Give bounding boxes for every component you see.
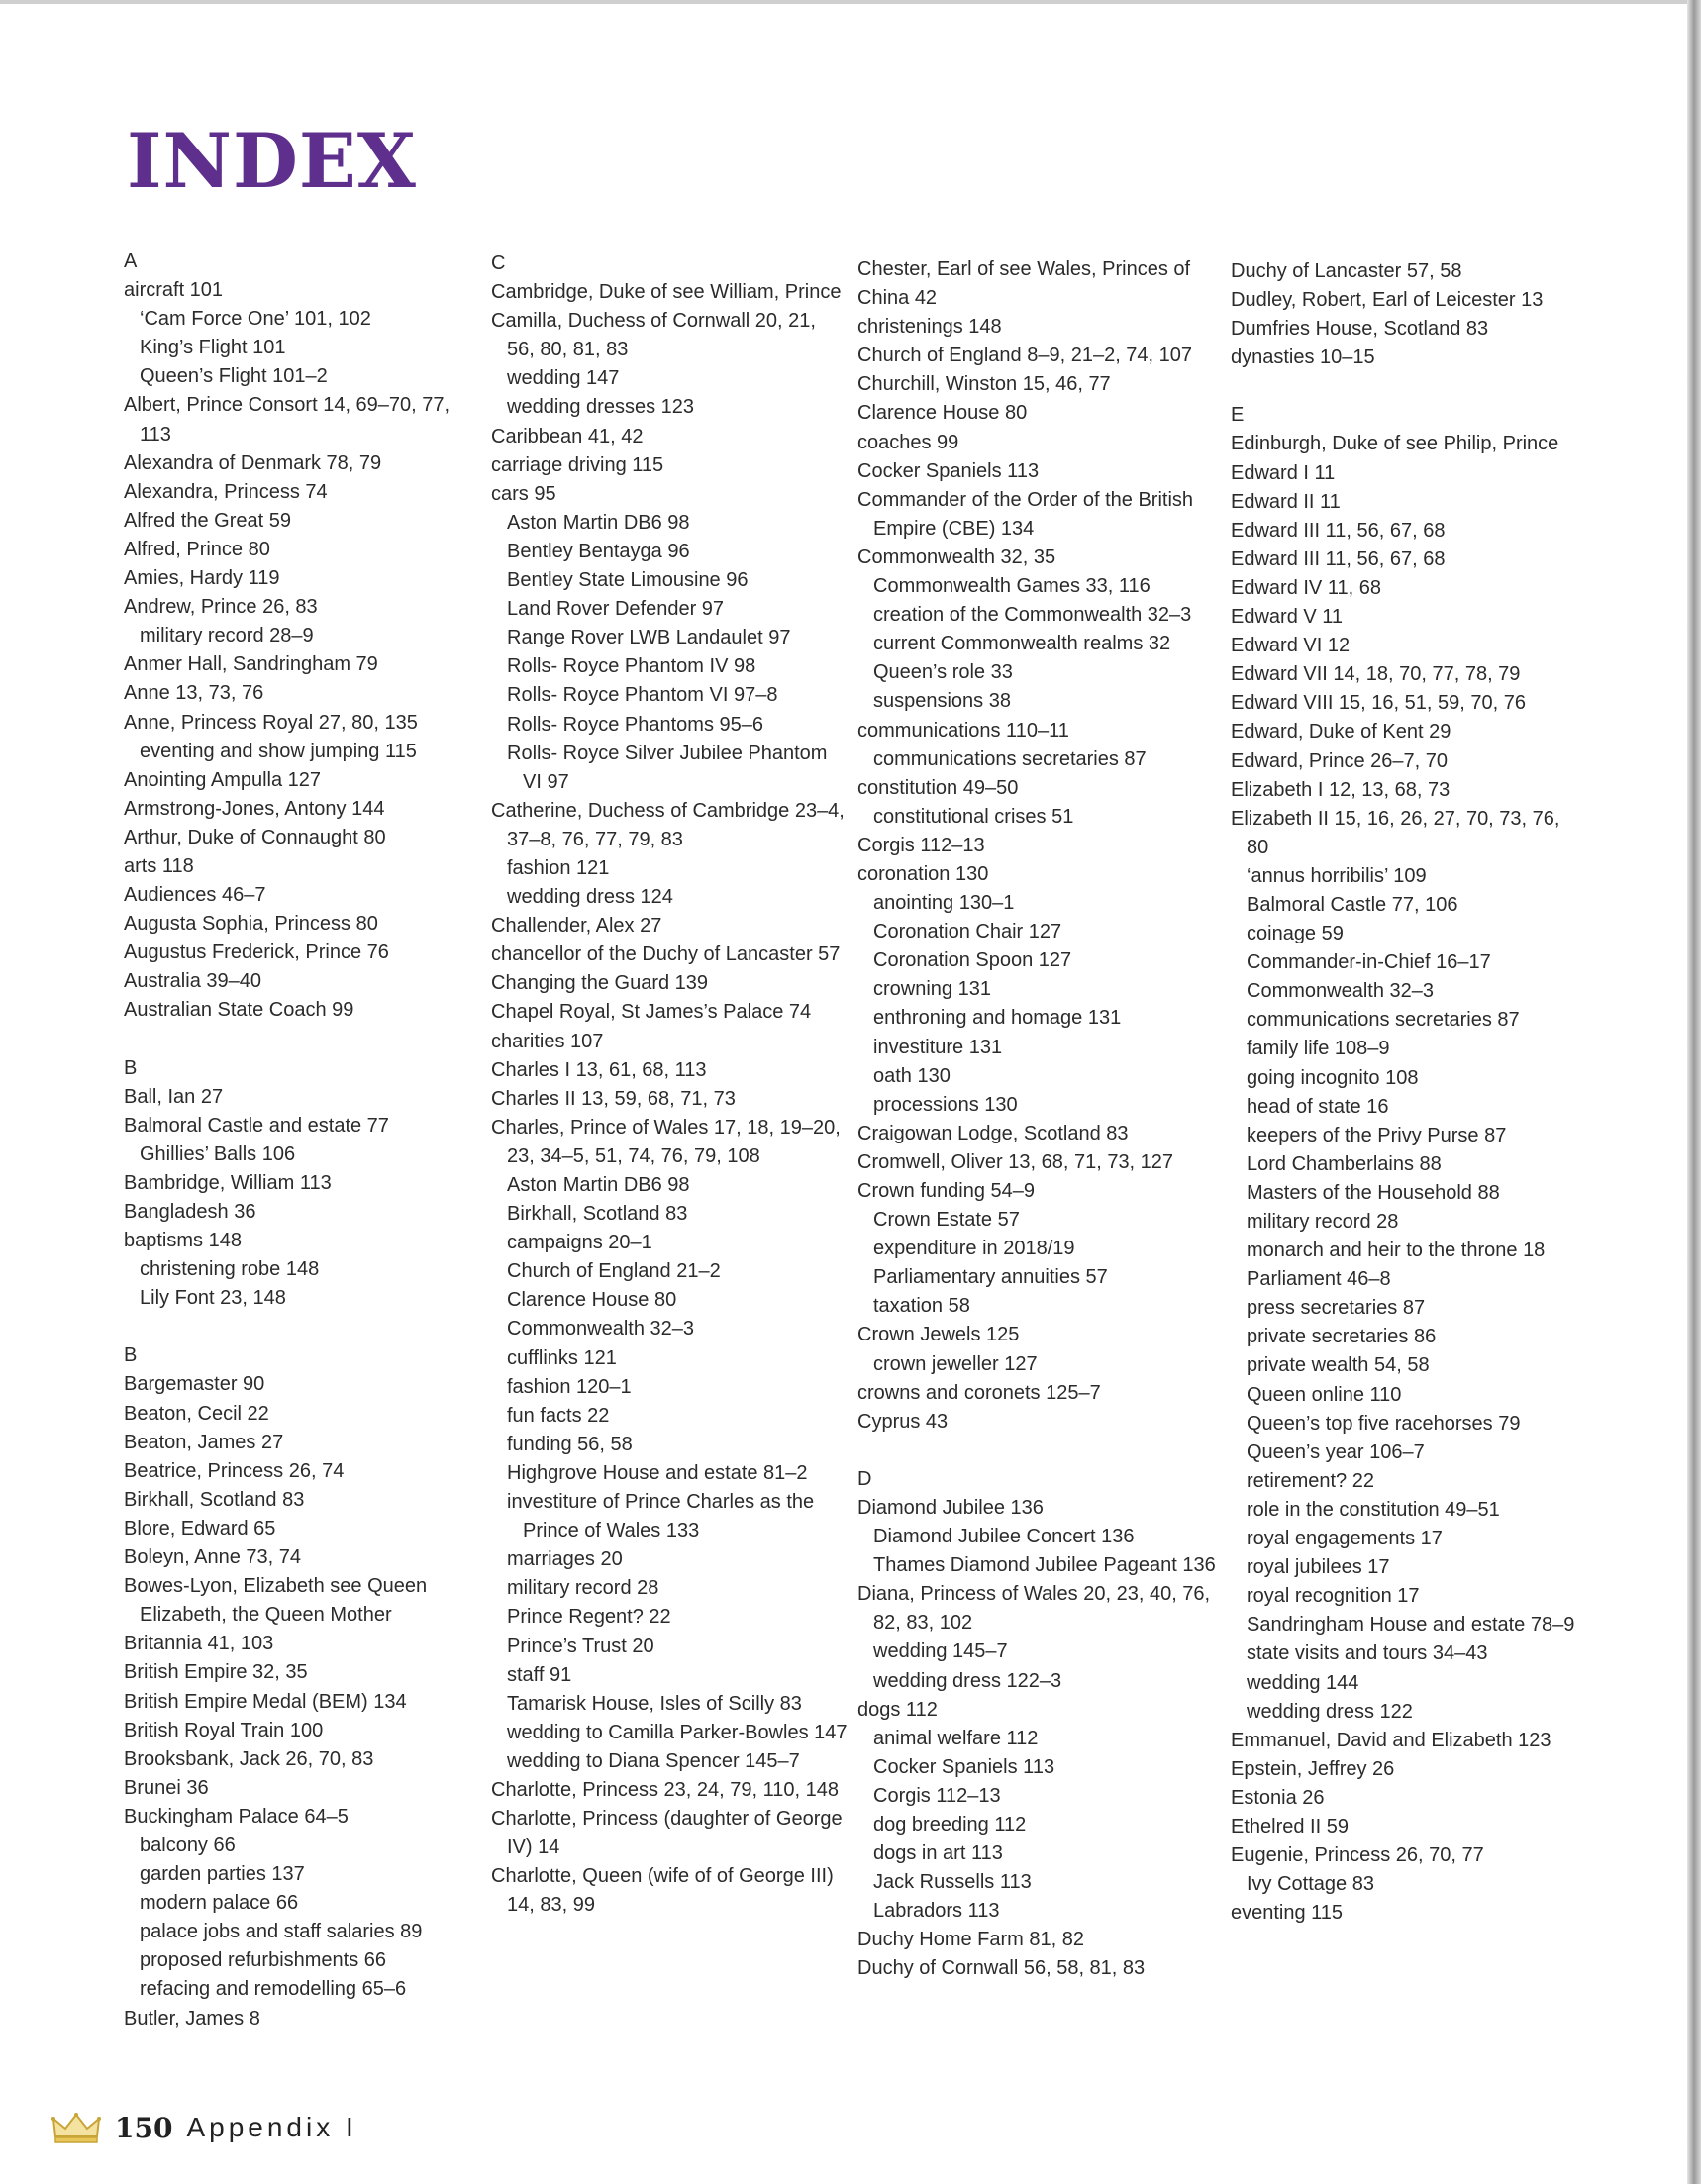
index-entry: Beaton, James 27: [124, 1431, 284, 1453]
index-entry: coronation 130: [857, 862, 989, 885]
index-letter-heading: E: [1231, 404, 1245, 427]
index-subentry: Jack Russells 113: [873, 1871, 1032, 1894]
index-entry: Bargemaster 90: [124, 1373, 265, 1396]
index-entry: aircraft 101: [124, 279, 224, 302]
section-gap: [857, 1437, 1226, 1465]
index-entry: Britannia 41, 103: [124, 1633, 274, 1655]
index-entry: Anne, Princess Royal 27, 80, 135: [124, 711, 418, 734]
index-subentry: Queen’s Flight 101–2: [140, 365, 328, 388]
index-entry: Birkhall, Scotland 83: [124, 1488, 305, 1511]
index-entry: Edward VII 14, 18, 70, 77, 78, 79: [1231, 663, 1521, 686]
index-entry: Alfred the Great 59: [124, 509, 291, 532]
index-entry: Corgis 112–13: [857, 834, 985, 856]
index-entry: Catherine, Duchess of Cambridge 23–4, 37–8, 76, 77, 79, 83: [491, 799, 845, 850]
index-entry: Anmer Hall, Sandringham 79: [124, 653, 378, 676]
index-entry: Alfred, Prince 80: [124, 538, 270, 560]
index-subentry: Parliament 46–8: [1247, 1268, 1391, 1291]
index-subentry: Land Rover Defender 97: [507, 598, 725, 621]
section-name: Appendix I: [186, 2112, 357, 2142]
index-entry: China 42: [857, 287, 938, 310]
index-subentry: retirement? 22: [1247, 1469, 1374, 1492]
index-subentry: communications secretaries 87: [873, 747, 1147, 770]
index-subentry: royal engagements 17: [1247, 1528, 1443, 1550]
index-subentry: Clarence House 80: [507, 1289, 677, 1312]
index-letter-heading: D: [857, 1467, 872, 1490]
index-entry: Alexandra of Denmark 78, 79: [124, 451, 382, 474]
index-entry: chancellor of the Duchy of Lancaster 57: [491, 943, 841, 966]
index-entry: Dudley, Robert, Earl of Leicester 13: [1231, 289, 1544, 312]
index-entry: Edward III 11, 56, 67, 68: [1231, 519, 1446, 542]
index-subentry: enthroning and homage 131: [873, 1007, 1122, 1030]
index-entry: Elizabeth I 12, 13, 68, 73: [1231, 778, 1451, 801]
index-subentry: fashion 120–1: [507, 1375, 632, 1398]
index-subentry: Thames Diamond Jubilee Pageant 136: [873, 1554, 1216, 1577]
index-subentry: wedding to Camilla Parker-Bowles 147: [507, 1721, 848, 1743]
index-subentry: role in the constitution 49–51: [1247, 1498, 1500, 1521]
index-entry: Butler, James 8: [124, 2007, 260, 2030]
index-entry: Charles, Prince of Wales 17, 18, 19–20, 23, 34–5, 51, 74, 76, 79, 108: [491, 1116, 841, 1167]
index-subentry: military record 28–9: [140, 625, 314, 647]
index-letter-heading: B: [124, 1344, 138, 1367]
index-subentry: christening robe 148: [140, 1258, 320, 1281]
index-subentry: Lily Font 23, 148: [140, 1287, 286, 1310]
index-subentry: ‘Cam Force One’ 101, 102: [140, 308, 371, 331]
index-entry: Camilla, Duchess of Cornwall 20, 21, 56, 80, 81, 83: [491, 310, 816, 361]
index-entry: Edward I 11: [1231, 461, 1336, 484]
index-subentry: royal jubilees 17: [1247, 1556, 1390, 1579]
index-subentry: palace jobs and staff salaries 89: [140, 1921, 423, 1943]
index-subentry: Aston Martin DB6 98: [507, 1174, 690, 1196]
index-subentry: balcony 66: [140, 1834, 236, 1856]
index-entry: Estonia 26: [1231, 1786, 1325, 1809]
index-entry: Dumfries House, Scotland 83: [1231, 318, 1489, 341]
page-binding-edge: [1687, 0, 1701, 2184]
index-subentry: Range Rover LWB Landaulet 97: [507, 627, 791, 649]
index-entry: Duchy Home Farm 81, 82: [857, 1929, 1084, 1951]
page-footer: [51, 2111, 357, 2144]
index-subentry: going incognito 108: [1247, 1066, 1419, 1089]
index-subentry: Queen online 110: [1247, 1383, 1402, 1406]
index-entry: Ethelred II 59: [1231, 1815, 1349, 1837]
index-subentry: Rolls- Royce Phantoms 95–6: [507, 713, 764, 736]
index-entry: Alexandra, Princess 74: [124, 480, 328, 503]
index-entry: Church of England 8–9, 21–2, 74, 107: [857, 345, 1193, 367]
index-subentry: Lord Chamberlains 88: [1247, 1152, 1442, 1175]
index-subentry: military record 28: [507, 1577, 659, 1600]
index-entry: Epstein, Jeffrey 26: [1231, 1757, 1395, 1780]
index-subentry: coinage 59: [1247, 923, 1344, 945]
index-subentry: investiture of Prince Charles as the Prince of Wales 133: [507, 1491, 815, 1542]
index-subentry: modern palace 66: [140, 1892, 299, 1915]
index-entry: Craigowan Lodge, Scotland 83: [857, 1122, 1129, 1144]
index-subentry: wedding 144: [1247, 1671, 1359, 1694]
index-subentry: Cocker Spaniels 113: [873, 1755, 1055, 1778]
index-column-2: [491, 249, 848, 1920]
index-subentry: Coronation Chair 127: [873, 921, 1062, 943]
index-subentry: Crown Estate 57: [873, 1209, 1020, 1232]
index-entry: Duchy of Lancaster 57, 58: [1231, 260, 1462, 282]
index-subentry: current Commonwealth realms 32: [873, 633, 1171, 655]
index-subentry: Diamond Jubilee Concert 136: [873, 1526, 1135, 1548]
index-subentry: wedding to Diana Spencer 145–7: [507, 1749, 800, 1772]
index-entry: British Empire Medal (BEM) 134: [124, 1690, 407, 1713]
index-entry: Albert, Prince Consort 14, 69–70, 77, 113: [124, 394, 450, 446]
index-subentry: wedding 147: [507, 367, 620, 390]
index-entry: arts 118: [124, 854, 194, 877]
index-entry: dynasties 10–15: [1231, 347, 1375, 369]
index-subentry: private wealth 54, 58: [1247, 1354, 1430, 1377]
index-subentry: proposed refurbishments 66: [140, 1949, 387, 1972]
index-subentry: Aston Martin DB6 98: [507, 511, 690, 534]
index-subentry: Coronation Spoon 127: [873, 949, 1072, 972]
index-entry: baptisms 148: [124, 1230, 242, 1252]
index-subentry: Highgrove House and estate 81–2: [507, 1461, 808, 1484]
page-top-edge: [0, 0, 1701, 4]
index-letter-heading: B: [124, 1056, 138, 1079]
index-entry: Cambridge, Duke of see William, Prince: [491, 281, 842, 304]
index-entry: Elizabeth II 15, 16, 26, 27, 70, 73, 76, 80: [1231, 807, 1560, 858]
index-entry: Edinburgh, Duke of see Philip, Prince: [1231, 433, 1559, 455]
index-entry: Charles I 13, 61, 68, 113: [491, 1058, 707, 1081]
index-entry: Beatrice, Princess 26, 74: [124, 1459, 345, 1482]
index-subentry: Sandringham House and estate 78–9: [1247, 1614, 1575, 1637]
index-entry: Bambridge, William 113: [124, 1171, 332, 1194]
index-subentry: wedding dress 122–3: [873, 1669, 1062, 1692]
index-entry: Diana, Princess of Wales 20, 23, 40, 76, 82, 83, 102: [857, 1583, 1211, 1635]
index-subentry: royal recognition 17: [1247, 1585, 1420, 1608]
index-entry: Edward, Prince 26–7, 70: [1231, 749, 1449, 772]
page-number: 150: [115, 2111, 173, 2144]
index-subentry: state visits and tours 34–43: [1247, 1642, 1488, 1665]
index-entry: Augusta Sophia, Princess 80: [124, 913, 378, 936]
index-subentry: Parliamentary annuities 57: [873, 1266, 1108, 1289]
index-subentry: military record 28: [1247, 1211, 1399, 1233]
index-entry: British Royal Train 100: [124, 1719, 324, 1741]
index-subentry: head of state 16: [1247, 1095, 1389, 1118]
index-entry: Duchy of Cornwall 56, 58, 81, 83: [857, 1957, 1146, 1980]
index-subentry: Queen’s role 33: [873, 661, 1013, 684]
index-subentry: Tamarisk House, Isles of Scilly 83: [507, 1692, 802, 1715]
index-subentry: animal welfare 112: [873, 1727, 1039, 1749]
index-entry: Armstrong-Jones, Antony 144: [124, 797, 385, 820]
index-entry: Andrew, Prince 26, 83: [124, 596, 318, 619]
index-subentry: Birkhall, Scotland 83: [507, 1203, 688, 1226]
index-entry: Edward VIII 15, 16, 51, 59, 70, 76: [1231, 692, 1526, 715]
index-entry: Buckingham Palace 64–5: [124, 1805, 349, 1828]
index-entry: Edward II 11: [1231, 490, 1341, 513]
index-subentry: anointing 130–1: [873, 892, 1015, 915]
section-gap: [124, 1313, 480, 1341]
index-subentry: campaigns 20–1: [507, 1232, 652, 1254]
index-subentry: processions 130: [873, 1093, 1018, 1116]
index-subentry: wedding dress 122: [1247, 1700, 1413, 1723]
index-subentry: crowning 131: [873, 978, 991, 1001]
index-entry: Anne 13, 73, 76: [124, 682, 264, 705]
index-entry: Charlotte, Princess 23, 24, 79, 110, 148: [491, 1778, 839, 1801]
index-entry: Blore, Edward 65: [124, 1517, 276, 1539]
index-entry: constitution 49–50: [857, 776, 1019, 799]
index-subentry: crown jeweller 127: [873, 1352, 1038, 1375]
index-entry: Edward VI 12: [1231, 635, 1351, 657]
index-subentry: oath 130: [873, 1064, 951, 1087]
index-subentry: Masters of the Household 88: [1247, 1181, 1500, 1204]
index-entry: crowns and coronets 125–7: [857, 1381, 1101, 1404]
index-subentry: funding 56, 58: [507, 1433, 633, 1455]
index-subentry: keepers of the Privy Purse 87: [1247, 1124, 1507, 1146]
index-subentry: Bentley Bentayga 96: [507, 540, 690, 562]
index-subentry: staff 91: [507, 1663, 572, 1686]
index-subentry: Corgis 112–13: [873, 1784, 1001, 1807]
index-entry: Changing the Guard 139: [491, 972, 709, 995]
index-entry: Australian State Coach 99: [124, 999, 354, 1022]
index-subentry: fashion 121: [507, 856, 610, 879]
index-entry: Edward III 11, 56, 67, 68: [1231, 547, 1446, 570]
index-subentry: private secretaries 86: [1247, 1326, 1437, 1348]
index-entry: communications 110–11: [857, 719, 1069, 742]
index-subentry: Prince’s Trust 20: [507, 1635, 654, 1657]
index-entry: Commonwealth 32, 35: [857, 546, 1056, 568]
index-subentry: Rolls- Royce Silver Jubilee Phantom VI 97: [507, 742, 828, 793]
index-entry: Edward V 11: [1231, 606, 1344, 629]
index-subentry: investiture 131: [873, 1036, 1003, 1058]
index-entry: Beaton, Cecil 22: [124, 1402, 269, 1425]
index-subentry: constitutional crises 51: [873, 805, 1074, 828]
index-entry: Chester, Earl of see Wales, Princes of: [857, 258, 1191, 280]
index-entry: Anointing Ampulla 127: [124, 768, 322, 791]
index-entry: British Empire 32, 35: [124, 1661, 308, 1684]
index-subentry: Labradors 113: [873, 1900, 1000, 1923]
index-entry: Emmanuel, David and Elizabeth 123: [1231, 1729, 1551, 1751]
index-column-4: [1231, 257, 1587, 1928]
index-subentry: Queen’s top five racehorses 79: [1247, 1412, 1521, 1435]
index-entry: Churchill, Winston 15, 46, 77: [857, 373, 1111, 396]
index-subentry: Commonwealth Games 33, 116: [873, 575, 1151, 598]
index-subentry: wedding dresses 123: [507, 396, 695, 419]
index-entry: carriage driving 115: [491, 453, 664, 476]
index-entry: Balmoral Castle and estate 77: [124, 1114, 389, 1137]
index-subentry: family life 108–9: [1247, 1038, 1390, 1060]
index-entry: dogs 112: [857, 1698, 938, 1721]
index-entry: Commander of the Order of the British Empire (CBE) 134: [857, 488, 1194, 540]
index-entry: Crown Jewels 125: [857, 1324, 1020, 1346]
index-subentry: suspensions 38: [873, 690, 1011, 713]
index-subentry: Ghillies’ Balls 106: [140, 1142, 296, 1165]
index-entry: eventing 115: [1231, 1902, 1344, 1925]
index-subentry: expenditure in 2018/19: [873, 1238, 1075, 1260]
index-entry: Augustus Frederick, Prince 76: [124, 942, 389, 964]
index-subentry: wedding dress 124: [507, 886, 673, 909]
index-entry: Brooksbank, Jack 26, 70, 83: [124, 1747, 374, 1770]
section-gap: [124, 1026, 480, 1054]
index-entry: coaches 99: [857, 431, 959, 453]
index-entry: Clarence House 80: [857, 402, 1028, 425]
index-entry: Australia 39–40: [124, 970, 261, 993]
index-subentry: Rolls- Royce Phantom IV 98: [507, 655, 756, 678]
index-entry: Chapel Royal, St James’s Palace 74: [491, 1001, 812, 1024]
index-subentry: Bentley State Limousine 96: [507, 569, 749, 592]
index-subentry: garden parties 137: [140, 1863, 305, 1886]
index-entry: Bangladesh 36: [124, 1201, 256, 1223]
index-subentry: monarch and heir to the throne 18: [1247, 1240, 1546, 1262]
index-subentry: Commonwealth 32–3: [1247, 980, 1434, 1003]
index-entry: Diamond Jubilee 136: [857, 1496, 1044, 1519]
index-entry: Edward IV 11, 68: [1231, 576, 1381, 599]
index-entry: Ball, Ian 27: [124, 1085, 224, 1108]
index-subentry: Rolls- Royce Phantom VI 97–8: [507, 684, 778, 707]
index-subentry: Church of England 21–2: [507, 1260, 721, 1283]
index-entry: Amies, Hardy 119: [124, 567, 280, 590]
index-entry: charities 107: [491, 1030, 604, 1052]
index-entry: Charles II 13, 59, 68, 71, 73: [491, 1087, 736, 1110]
index-letter-heading: C: [491, 252, 506, 274]
index-column-1: [124, 248, 480, 2034]
index-entry: Edward, Duke of Kent 29: [1231, 721, 1451, 744]
index-column-3: [857, 255, 1226, 1984]
index-subentry: marriages 20: [507, 1548, 623, 1571]
index-entry: Caribbean 41, 42: [491, 425, 644, 447]
index-subentry: creation of the Commonwealth 32–3: [873, 604, 1192, 627]
index-letter-heading: A: [124, 250, 138, 272]
index-subentry: refacing and remodelling 65–6: [140, 1978, 407, 2001]
index-subentry: press secretaries 87: [1247, 1297, 1426, 1320]
index-subentry: wedding 145–7: [873, 1640, 1008, 1663]
index-entry: Challender, Alex 27: [491, 915, 662, 938]
index-subentry: Balmoral Castle 77, 106: [1247, 893, 1458, 916]
crown-icon: [51, 2111, 101, 2144]
index-entry: Cromwell, Oliver 13, 68, 71, 73, 127: [857, 1150, 1174, 1173]
index-entry: Crown funding 54–9: [857, 1180, 1036, 1202]
index-entry: Brunei 36: [124, 1776, 209, 1799]
index-subentry: dog breeding 112: [873, 1813, 1027, 1836]
index-subentry: eventing and show jumping 115: [140, 740, 417, 762]
index-subentry: Commander-in-Chief 16–17: [1247, 951, 1491, 974]
section-gap: [1231, 372, 1587, 401]
index-entry: Arthur, Duke of Connaught 80: [124, 826, 386, 848]
index-entry: Eugenie, Princess 26, 70, 77: [1231, 1844, 1484, 1867]
index-subentry: taxation 58: [873, 1295, 970, 1318]
index-entry: christenings 148: [857, 316, 1002, 339]
index-subentry: King’s Flight 101: [140, 337, 286, 359]
index-subentry: communications secretaries 87: [1247, 1009, 1520, 1032]
page-title: INDEX: [127, 117, 417, 205]
index-entry: Charlotte, Princess (daughter of George IV) 14: [491, 1808, 843, 1859]
index-entry: cars 95: [491, 482, 556, 505]
index-entry: Bowes-Lyon, Elizabeth see Queen Elizabeth, the Queen Mother: [124, 1575, 428, 1627]
index-subentry: Commonwealth 32–3: [507, 1318, 694, 1340]
index-subentry: Prince Regent? 22: [507, 1606, 671, 1629]
index-entry: Charlotte, Queen (wife of of George III) 14, 83, 99: [491, 1865, 834, 1917]
index-entry: Boleyn, Anne 73, 74: [124, 1546, 302, 1569]
index-subentry: dogs in art 113: [873, 1842, 1003, 1865]
index-entry: Cyprus 43: [857, 1410, 949, 1433]
index-entry: Audiences 46–7: [124, 884, 266, 907]
index-subentry: cufflinks 121: [507, 1346, 617, 1369]
index-subentry: ‘annus horribilis’ 109: [1247, 864, 1427, 887]
index-entry: Cocker Spaniels 113: [857, 459, 1040, 482]
index-subentry: fun facts 22: [507, 1404, 610, 1427]
index-subentry: Ivy Cottage 83: [1247, 1873, 1374, 1896]
index-subentry: Queen’s year 106–7: [1247, 1440, 1425, 1463]
